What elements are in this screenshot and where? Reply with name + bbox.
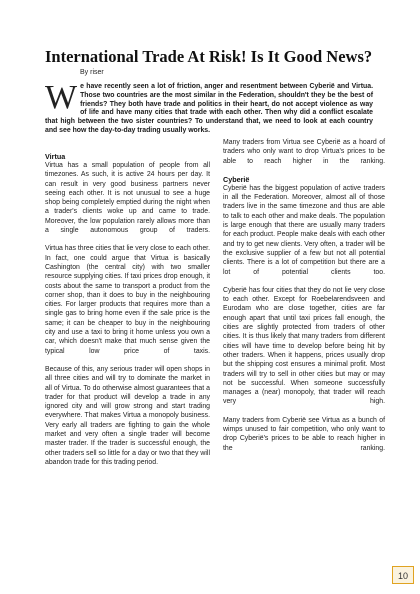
paragraph: Many traders from Cyberië see Virtua as a bunch of wimps unused to fair competition, who only want to drop Cyberië's prices to be able to reach higher in the ranking.: [223, 416, 385, 452]
paragraph: Because of this, any serious trader will open shops in all three cities and will try to dominate the market in all of Virtua. To do otherwise almost guarantees that a trader for that product will develop a trade in any ignored city and will grow strong and start trading everywhere. That makes Virtua a monopoly business. Very early all traders are fighting to gain the whole market and very often a single trader will become master trader. If the trader is successful enough, the other traders sell so little for a day or two that they will abandon trade for this trading period.: [45, 365, 210, 466]
paragraph: Cyberië has the biggest population of active traders in all the Federation. Moreover, almost all of those traders live in the same timezone and thus are able to talk to each other and make deals. The population is large enough that there are usually many traders for each product. People make deals with each other and try to get new clients. Very often, a trader will be the exclusive supplier of a few but not all potential clients. There is a lot of competition but there are a lot of potential clients too.: [223, 184, 385, 276]
right-column: [223, 138, 385, 462]
page-number: 10: [392, 566, 414, 584]
lead-text: e have recently seen a lot of friction, anger and resentment between Cyberië and Virtua. Those two countries are the most similar in the Federation, shouldn't they be the best of friends? They both have trade and politics in their heart, do not accept violence as way of life and have many cities that trade with each other. Then why did a conflict escalate that high between the two sister countries? To understand that, we need to look at each country and see how the day-to-day trading usually works.: [45, 83, 373, 134]
article-lead: [45, 79, 373, 136]
paragraph: Cyberië has four cities that they do not lie very close to each other. Except for Roebelarendsveen and Eurodam who are close together, cities are far enough apart that until taxi prices fall enough, the cities are slightly protected from traders of other cities. It is thus likely that many traders from different cities will have time to develop before being hit by other traders. When it happens, prices usually drop but the shipping cost ensures a minimal profit. Most traders will try to sell in other cities but may or may not be successful. When someone successfully manages a (near) monopoly, that trader will reach very high.: [223, 286, 385, 406]
section-heading-cyberie: Cyberië: [223, 174, 250, 184]
article-byline: By riser: [80, 69, 104, 76]
paragraph: Virtua has three cities that lie very close to each other. In fact, one could argue that Virtua is basically Cashington (the central city) with two smaller resource supplying cities. If taxi prices drop enough, it costs about the same to transport a product from the corner shop, than it does to buy in the neighbouring cities. For larger products that requires more than a single gas to bring home even if the sale price is the same; it can be cheaper to buy in the neighbouring city and use a taxi to bring it home unless you own a car, which doesn't make that much sense given the typical low price of taxis.: [45, 245, 210, 355]
left-column: [45, 152, 210, 476]
paragraph: Virtua has a small population of people from all timezones. As such, it is active 24 hours per day. It can result in very good business partners never seeing each other. It is not unusual to see a huge shop being completely emptied during the night when a trader's clients woke up and came to trade. Moreover, the low population rarely allows more than a single autonomous group of traders.: [45, 162, 210, 235]
article-title: International Trade At Risk! Is It Good News?: [45, 47, 373, 66]
section-heading-virtua: Virtua: [45, 152, 66, 161]
paragraph: Many traders from Virtua see Cyberië as a hoard of traders who only want to drop Virtua's prices to be able to reach higher in the ranking.: [223, 139, 385, 165]
drop-cap: W: [45, 79, 78, 116]
